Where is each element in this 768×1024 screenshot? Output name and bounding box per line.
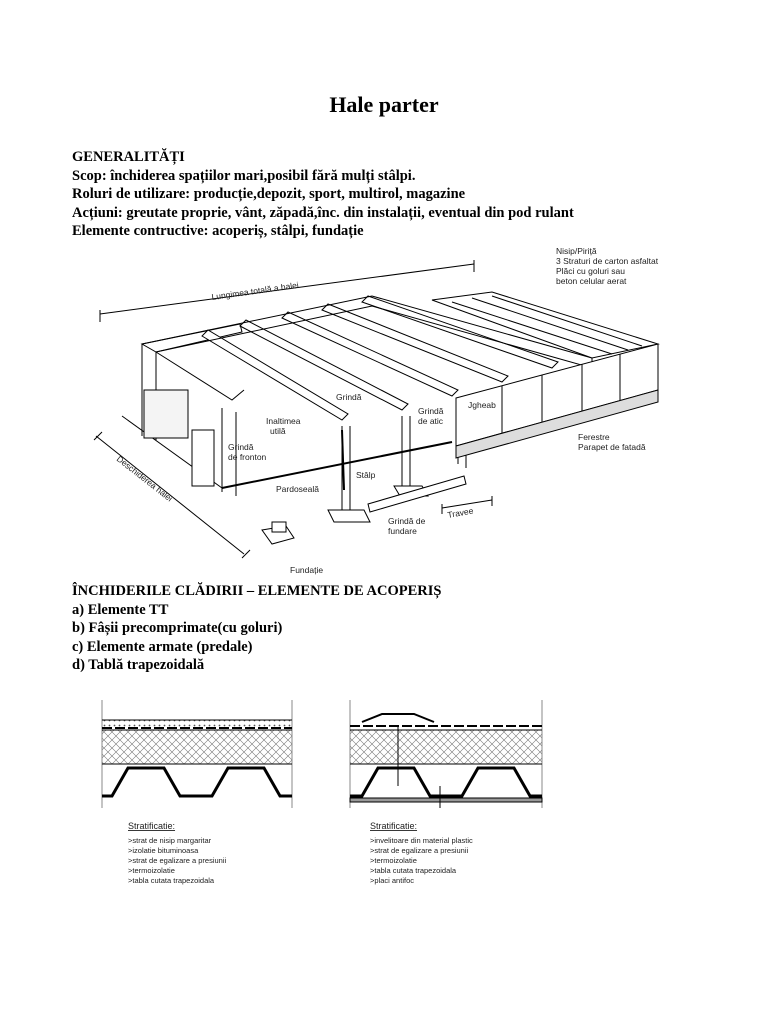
roof-item-d: d) Tablă trapezoidală [72,657,205,674]
roof-layers-label-3: Plăci cu goluri sau [556,266,625,276]
right-layers-title: Stratificatie: [370,821,418,831]
right-layer-3: >termoizolatie [370,856,417,865]
useful-height-label-1: Inaltimea [266,416,301,426]
purpose-line: Scop: închiderea spațiilor mari,posibil fără mulți stâlpi. [72,167,416,184]
gable-beam-label-2: de fronton [228,452,267,462]
page-title: Hale parter [329,92,439,117]
column-label: Stâlp [356,470,376,480]
gable-beam-label-1: Grindă [228,442,254,452]
beam-label: Grindă [336,392,362,402]
span-label: Deschiderea halei [114,453,175,504]
right-layer-section [350,700,542,808]
foundation-label: Fundație [290,565,324,575]
attic-beam-label-2: de atic [418,416,444,426]
roof-elements-block [72,582,441,675]
uses-line: Roluri de utilizare: producție,depozit, sport, multirol, magazine [72,186,466,203]
roof-item-a: a) Elemente TT [72,601,169,618]
right-layer-4: >tabla cutata trapezoidala [370,866,457,875]
foundation-beam-label-1: Grindă de [388,516,426,526]
left-layer-section [102,700,292,808]
actions-line: Acțiuni: greutate proprie, vânt, zăpadă,înc. din instalații, eventual din pod rulant [72,204,574,221]
total-length-label: Lungimea totală a halei [210,279,300,302]
right-layer-5: >placi antifoc [370,876,414,885]
foundation-beam-label-2: fundare [388,526,417,536]
left-layer-5: >tabla cutata trapezoidala [128,876,215,885]
right-layer-1: >invelitoare din material plastic [370,836,473,845]
left-layer-4: >termoizolatie [128,866,175,875]
generalities-block [72,148,574,241]
single-storey-hall-figure [72,240,678,576]
roof-layers-label-4: beton celular aerat [556,276,627,286]
window-label: Ferestre [578,432,610,442]
left-layer-2: >izolatie bituminoasa [128,846,199,855]
floor-label: Pardoseală [276,484,320,494]
roof-item-b: b) Fâșii precomprimate(cu goluri) [72,620,283,637]
roof-layers-label-2: 3 Straturi de carton asfaltat [556,256,659,266]
parapet-label: Parapet de fatadă [578,442,646,452]
left-layer-1: >strat de nisip margaritar [128,836,212,845]
roof-item-c: c) Elemente armate (predale) [72,638,253,655]
roof-section-heading: ÎNCHIDERILE CLĂDIRII – ELEMENTE DE ACOPERIȘ [72,583,442,599]
useful-height-label-2: utilă [270,426,286,436]
roof-layers-label-1: Nisip/Piriță [556,246,597,256]
left-layers-title: Stratificatie: [128,821,176,831]
generalities-heading: GENERALITĂȚI [72,149,185,165]
right-layer-2: >strat de egalizare a presiunii [370,846,469,855]
roof-layering-figure [72,668,560,920]
left-layer-3: >strat de egalizare a presiunii [128,856,227,865]
gutter-label: Jgheab [468,400,496,410]
attic-beam-label-1: Grindă [418,406,444,416]
bay-label: Travee [446,505,475,520]
elements-line: Elemente contructive: acoperiș, stâlpi, fundație [72,223,364,240]
